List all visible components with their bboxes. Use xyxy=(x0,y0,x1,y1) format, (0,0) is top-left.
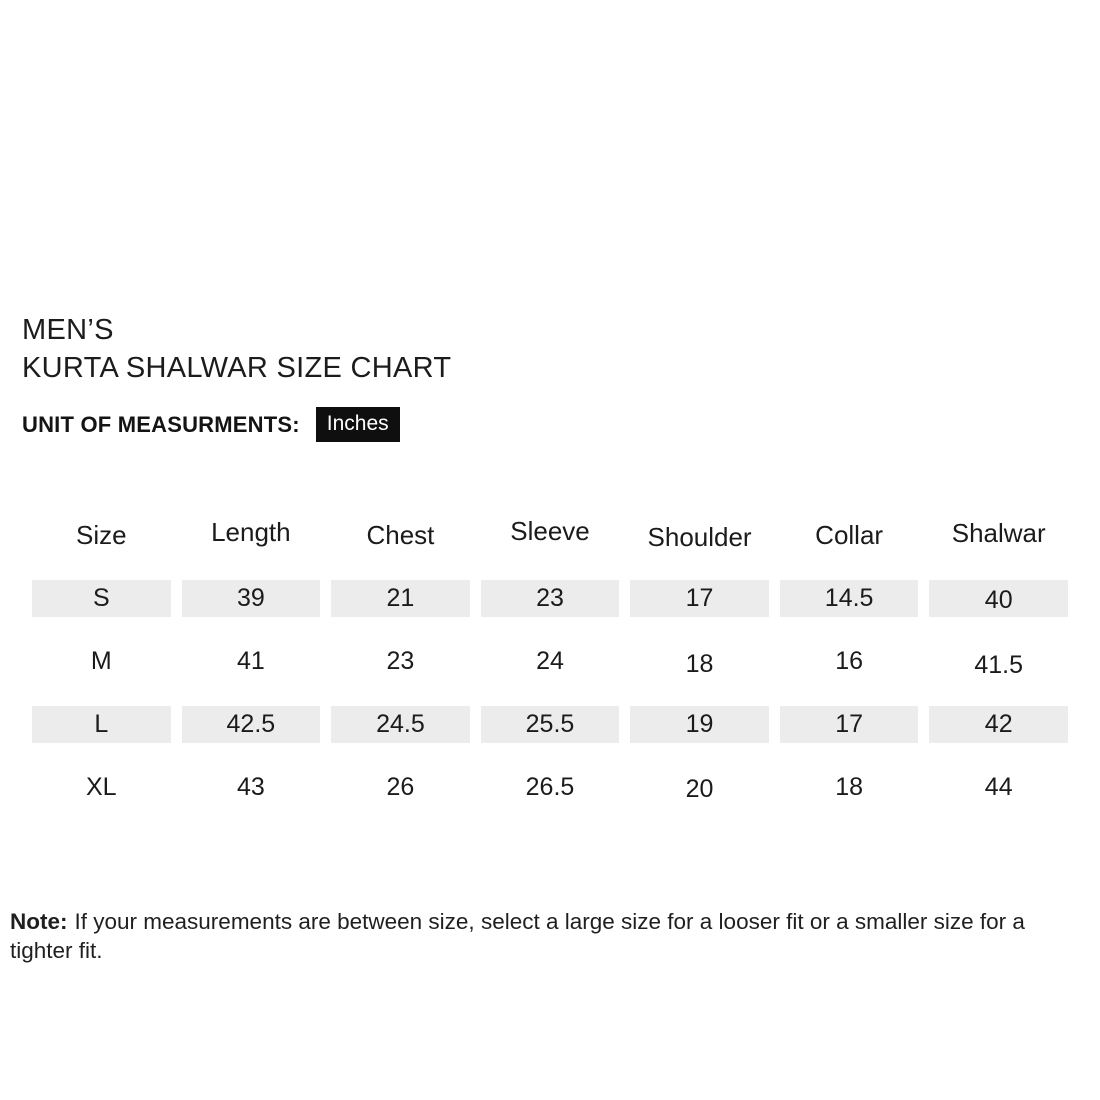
column-header-sleeve: Sleeve xyxy=(510,515,590,546)
cell-xl-shoulder: 20 xyxy=(685,775,714,803)
fit-note xyxy=(10,908,1080,965)
cell-s-length: 39 xyxy=(182,580,321,617)
cell-s-chest: 21 xyxy=(331,580,470,617)
table-row-size-s xyxy=(32,580,1068,617)
note-text: If your measurements are between size, select a large size for a looser fit or a smaller size for a tighter fit. xyxy=(10,909,1025,963)
cell-l-shalwar: 42 xyxy=(929,706,1068,743)
page-title xyxy=(22,311,451,387)
cell-xl-shalwar: 44 xyxy=(984,773,1013,801)
title-line-chart-name: KURTA SHALWAR SIZE CHART xyxy=(22,352,452,384)
cell-s-collar: 14.5 xyxy=(780,580,919,617)
table-header-row xyxy=(32,515,1068,555)
cell-xl-sleeve: 26.5 xyxy=(525,773,575,801)
cell-m-sleeve: 24 xyxy=(536,647,564,675)
unit-label: UNIT OF MEASURMENTS: xyxy=(22,411,300,437)
table-row-size-xl xyxy=(32,769,1068,806)
cell-m-chest: 23 xyxy=(386,647,415,675)
cell-s-sleeve: 23 xyxy=(481,580,620,617)
cell-m-length: 41 xyxy=(236,647,265,675)
cell-l-collar: 17 xyxy=(780,706,919,743)
cell-s-shoulder: 17 xyxy=(630,580,769,617)
cell-m-collar: 16 xyxy=(835,647,864,675)
cell-xl-chest: 26 xyxy=(386,773,415,801)
cell-xl-length: 43 xyxy=(236,773,265,801)
cell-xl-collar: 18 xyxy=(835,773,864,801)
column-header-shoulder: Shoulder xyxy=(647,521,752,552)
table-row-size-m xyxy=(32,643,1068,680)
cell-l-shoulder: 19 xyxy=(630,706,769,743)
size-chart-table xyxy=(32,515,1068,832)
cell-l-sleeve: 25.5 xyxy=(481,706,620,743)
title-line-mens: MEN’S xyxy=(22,314,114,346)
cell-l-size: L xyxy=(32,706,171,743)
column-header-length: Length xyxy=(211,516,291,547)
cell-xl-size: XL xyxy=(85,773,117,801)
column-header-size: Size xyxy=(75,519,127,550)
cell-l-length: 42.5 xyxy=(182,706,321,743)
cell-s-size: S xyxy=(32,580,171,617)
cell-m-shoulder: 18 xyxy=(685,650,714,678)
column-header-chest: Chest xyxy=(366,519,435,550)
table-row-size-l xyxy=(32,706,1068,743)
unit-value-badge: Inches xyxy=(316,407,400,442)
column-header-collar: Collar xyxy=(815,519,884,550)
cell-m-size: M xyxy=(90,647,112,675)
cell-l-chest: 24.5 xyxy=(331,706,470,743)
cell-m-shalwar: 41.5 xyxy=(974,651,1024,679)
note-label: Note: xyxy=(10,909,68,934)
cell-s-shalwar: 40 xyxy=(929,580,1068,617)
unit-of-measurement-row xyxy=(22,406,400,443)
column-header-shalwar: Shalwar xyxy=(951,517,1046,548)
